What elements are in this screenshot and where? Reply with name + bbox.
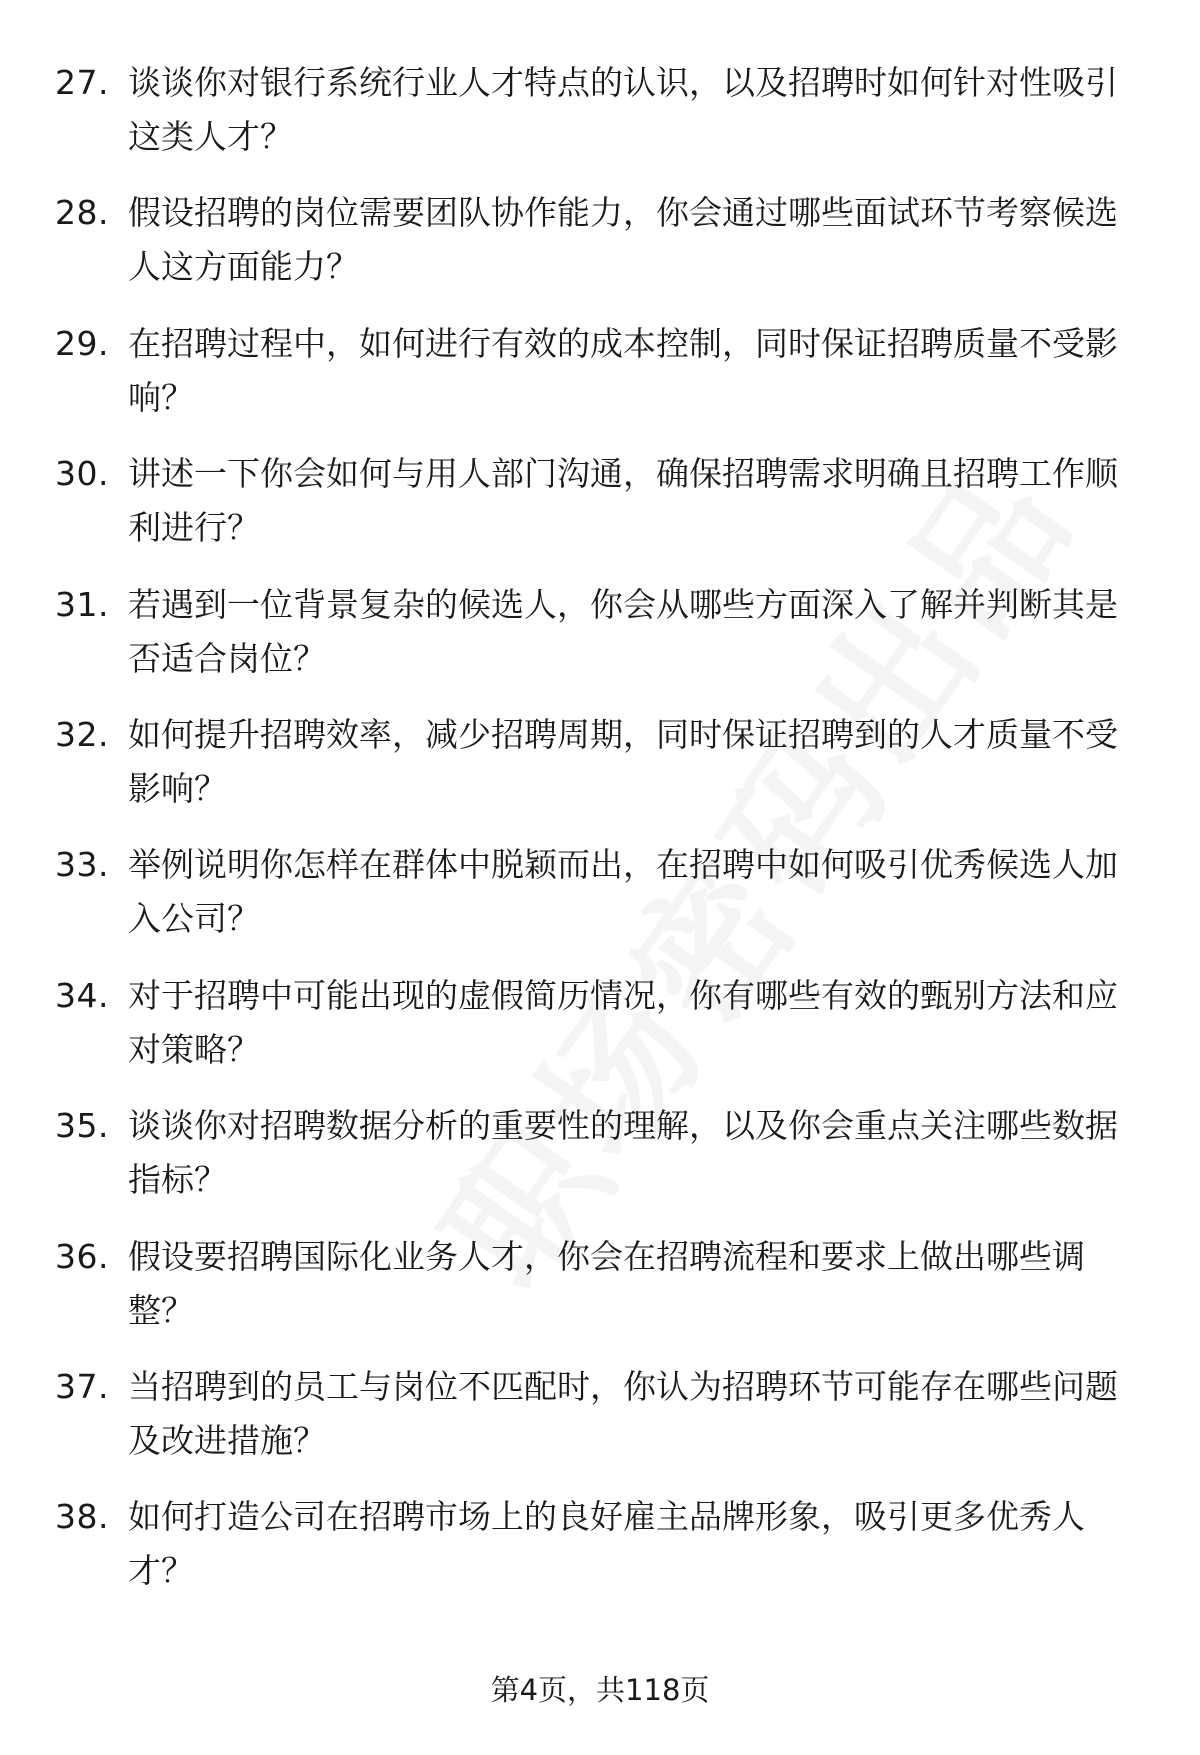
question-number: 28. <box>55 193 109 233</box>
question-item <box>0 578 1200 708</box>
question-text: 谈谈你对招聘数据分析的重要性的理解，以及你会重点关注哪些数据指标？ <box>128 1106 1118 1200</box>
question-item <box>0 317 1200 447</box>
question-item <box>0 56 1200 186</box>
question-item <box>0 186 1200 316</box>
question-number: 31. <box>55 584 109 624</box>
question-number: 36. <box>55 1236 109 1276</box>
question-text: 如何提升招聘效率，减少招聘周期，同时保证招聘到的人才质量不受影响？ <box>128 714 1118 808</box>
question-text: 若遇到一位背景复杂的候选人，你会从哪些方面深入了解并判断其是否适合岗位？ <box>128 584 1118 678</box>
question-item <box>0 838 1200 968</box>
question-text: 假设要招聘国际化业务人才，你会在招聘流程和要求上做出哪些调整？ <box>128 1236 1085 1330</box>
question-item <box>0 1230 1200 1360</box>
question-item <box>0 1490 1200 1620</box>
question-text: 举例说明你怎样在群体中脱颖而出，在招聘中如何吸引优秀候选人加入公司？ <box>128 845 1118 939</box>
question-number: 35. <box>55 1106 109 1146</box>
question-number: 38. <box>55 1497 109 1537</box>
question-number: 30. <box>55 454 109 494</box>
question-text: 在招聘过程中，如何进行有效的成本控制，同时保证招聘质量不受影响？ <box>128 323 1118 417</box>
question-item <box>0 969 1200 1099</box>
question-number: 34. <box>55 975 109 1015</box>
question-text: 当招聘到的员工与岗位不匹配时，你认为招聘环节可能存在哪些问题及改进措施？ <box>128 1366 1118 1460</box>
question-item <box>0 708 1200 838</box>
question-list <box>0 56 1200 1621</box>
question-number: 32. <box>55 714 109 754</box>
question-text: 对于招聘中可能出现的虚假简历情况，你有哪些有效的甄别方法和应对策略？ <box>128 975 1118 1069</box>
question-text: 假设招聘的岗位需要团队协作能力，你会通过哪些面试环节考察候选人这方面能力？ <box>128 193 1118 287</box>
question-number: 27. <box>55 63 109 102</box>
question-item <box>0 1360 1200 1490</box>
question-text: 如何打造公司在招聘市场上的良好雇主品牌形象，吸引更多优秀人才？ <box>128 1497 1085 1591</box>
page-number-footer: 第4页，共118页 <box>490 1673 710 1707</box>
question-number: 29. <box>55 323 109 363</box>
question-number: 33. <box>55 845 109 885</box>
question-item <box>0 1099 1200 1229</box>
question-text: 讲述一下你会如何与用人部门沟通，确保招聘需求明确且招聘工作顺利进行？ <box>128 454 1118 548</box>
question-item <box>0 447 1200 577</box>
question-text: 谈谈你对银行系统行业人才特点的认识，以及招聘时如何针对性吸引这类人才？ <box>128 63 1118 156</box>
question-number: 37. <box>55 1366 109 1406</box>
